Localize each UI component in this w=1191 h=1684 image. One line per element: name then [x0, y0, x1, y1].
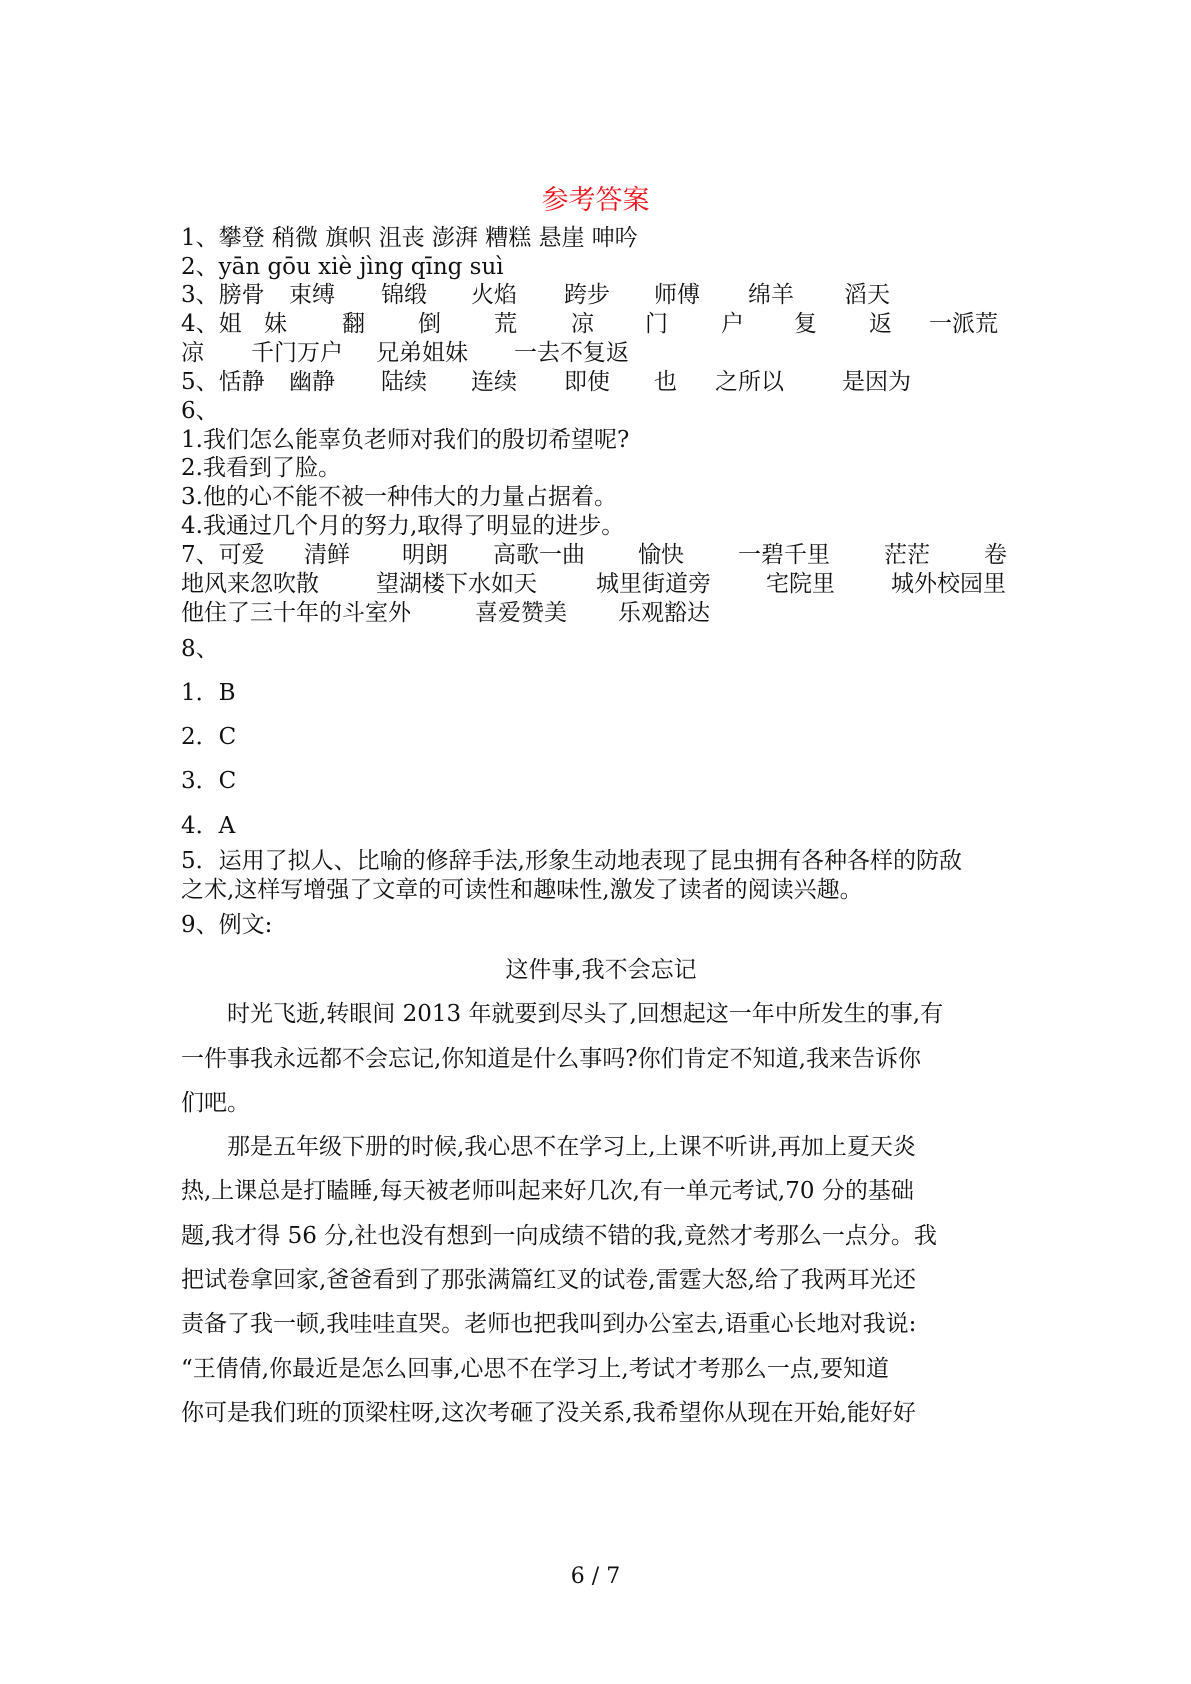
answer-3-word: 滔天 [844, 282, 890, 308]
answer-4-word: 凉 [181, 340, 204, 366]
answer-7-word: 一碧千里 [738, 542, 830, 568]
answer-4-line1 [181, 308, 1021, 340]
essay-paragraph-2-line: 责备了我一顿,我哇哇直哭。老师也把我叫到办公室去,语重心长地对我说: [181, 1311, 917, 1337]
answer-3-word: 火焰 [471, 282, 517, 308]
answer-2-pinyin: 2、yān gōu xiè jìng qīng suì [181, 254, 504, 280]
answer-1: 1、攀登 稍微 旗帜 沮丧 澎湃 糟糕 悬崖 呻吟 [181, 225, 638, 251]
essay-paragraph-2-line: 热,上课总是打瞌睡,每天被老师叫起来好几次,有一单元考试,70 分的基础 [181, 1178, 914, 1204]
answer-4-char: 倒 [418, 311, 441, 337]
answer-7-word: 茫茫 [884, 542, 930, 568]
answer-5-word: 幽静 [289, 369, 335, 395]
essay-paragraph-2-line: 题,我才得 56 分,社也没有想到一向成绩不错的我,竟然才考那么一点分。我 [181, 1223, 937, 1249]
answer-7-word: 地风来忽吹散 [181, 571, 319, 597]
answer-5-word: 陆续 [381, 369, 427, 395]
answer-3-word: 师傅 [654, 282, 700, 308]
answer-4-char: 返 [869, 311, 892, 337]
answer-5-word: 5、恬静 [181, 369, 265, 395]
essay-paragraph-1-line: 一件事我永远都不会忘记,你知道是什么事吗?你们肯定不知道,我来告诉你 [181, 1046, 921, 1072]
answer-4-char: 翻 [342, 311, 365, 337]
answer-7-word: 卷 [984, 542, 1007, 568]
answer-4-line2 [181, 337, 1021, 369]
answer-7-word: 他住了三十年的斗室外 [181, 600, 411, 626]
answer-5-word: 也 [654, 369, 677, 395]
answer-8-label: 8、 [181, 636, 219, 662]
answer-7-word: 城里街道旁 [596, 571, 711, 597]
answer-3-word: 锦缎 [381, 282, 427, 308]
answer-7-word: 愉快 [638, 542, 684, 568]
essay-paragraph-2-line: 你可是我们班的顶梁柱呀,这次考砸了没关系,我希望你从现在开始,能好好 [181, 1400, 916, 1426]
answer-4-char: 凉 [571, 311, 594, 337]
answer-3-word: 跨步 [564, 282, 610, 308]
answer-8-item: 4．A [181, 813, 236, 839]
answer-8-5-line: 5．运用了拟人、比喻的修辞手法,形象生动地表现了昆虫拥有各种各样的防敌 [181, 848, 962, 874]
essay-paragraph-2-line: “王倩倩,你最近是怎么回事,心思不在学习上,考试才考那么一点,要知道 [181, 1356, 890, 1382]
answer-7-word: 乐观豁达 [618, 600, 710, 626]
answer-6-item: 1.我们怎么能辜负老师对我们的殷切希望呢? [181, 427, 630, 453]
answer-7-line1 [181, 539, 1021, 571]
answer-7-line2 [181, 568, 1021, 600]
answer-4-char: 荒 [494, 311, 517, 337]
answer-4-char: 4、姐 [181, 311, 242, 337]
essay-paragraph-2-line: 那是五年级下册的时候,我心思不在学习上,上课不听讲,再加上夏天炎 [227, 1134, 916, 1160]
answer-9-label: 9、例文: [181, 912, 273, 938]
essay-paragraph-1-line: 们吧。 [181, 1090, 250, 1116]
answer-6-item: 3.他的心不能不被一种伟大的力量占据着。 [181, 484, 617, 510]
answer-8-item: 2．C [181, 724, 237, 750]
answer-3-word: 绵羊 [748, 282, 794, 308]
answer-7-word: 7、可爱 [181, 542, 265, 568]
answer-4-char: 一派荒 [929, 311, 998, 337]
answer-5-word: 是因为 [842, 369, 911, 395]
answer-6-item: 4.我通过几个月的努力,取得了明显的进步。 [181, 513, 625, 539]
answer-3 [181, 279, 1021, 311]
answer-7-line3 [181, 597, 1021, 629]
answer-5-word: 之所以 [715, 369, 784, 395]
answer-7-word: 清鲜 [304, 542, 350, 568]
answer-5-word: 即使 [564, 369, 610, 395]
answer-title: 参考答案 [541, 185, 650, 216]
answer-8-5-line: 之术,这样写增强了文章的可读性和趣味性,激发了读者的阅读兴趣。 [181, 877, 863, 903]
answer-7-word: 宅院里 [766, 571, 835, 597]
answer-7-word: 高歌一曲 [493, 542, 585, 568]
answer-5 [181, 366, 1021, 398]
answer-4-word: 千门万户 [251, 340, 343, 366]
answer-4-char: 妹 [264, 311, 287, 337]
answer-4-char: 户 [721, 311, 744, 337]
answer-8-item: 3．C [181, 768, 237, 794]
answer-7-word: 望湖楼下水如天 [376, 571, 537, 597]
answer-4-word: 一去不复返 [514, 340, 629, 366]
answer-8-item: 1．B [181, 680, 236, 706]
answer-7-word: 城外校园里 [891, 571, 1006, 597]
answer-6-label: 6、 [181, 398, 219, 424]
answer-7-word: 喜爱赞美 [475, 600, 567, 626]
answer-4-char: 门 [645, 311, 668, 337]
answer-5-word: 连续 [471, 369, 517, 395]
essay-paragraph-1-line: 时光飞逝,转眼间 2013 年就要到尽头了,回想起这一年中所发生的事,有 [227, 1001, 944, 1027]
essay-paragraph-2-line: 把试卷拿回家,爸爸看到了那张满篇红叉的试卷,雷霆大怒,给了我两耳光还 [181, 1267, 916, 1293]
answer-4-char: 复 [794, 311, 817, 337]
answer-4-word: 兄弟姐妹 [376, 340, 468, 366]
page-number: 6 / 7 [570, 1564, 621, 1589]
answer-3-word: 3、膀骨 [181, 282, 265, 308]
answer-6-item: 2.我看到了脸。 [181, 455, 341, 481]
answer-7-word: 明朗 [402, 542, 448, 568]
essay-title: 这件事,我不会忘记 [505, 957, 697, 983]
answer-3-word: 束缚 [289, 282, 335, 308]
